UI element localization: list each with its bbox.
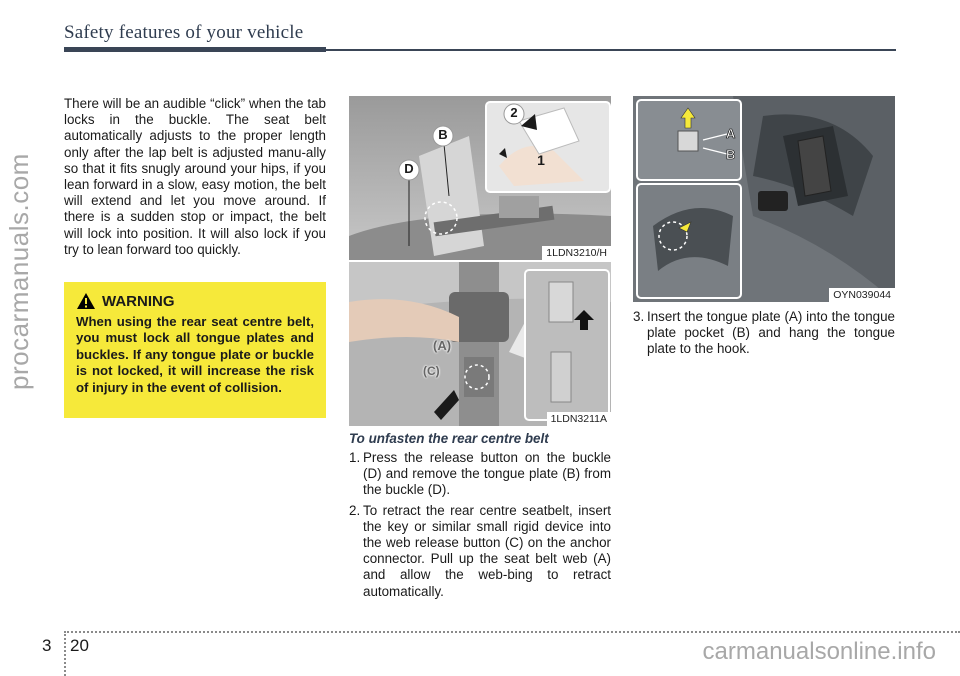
stow-steps-list <box>633 309 895 362</box>
figure-label-1: 1 <box>537 152 545 168</box>
step-number: 1. <box>349 450 361 465</box>
side-watermark-text: procarmanuals.com <box>4 153 34 390</box>
warning-box <box>64 282 326 418</box>
step-number: 3. <box>633 309 645 324</box>
figure-caption: 1LDN3210/H <box>542 246 611 260</box>
page-number: 20 <box>70 636 89 655</box>
figure-tongue-plate-illustration <box>633 96 895 302</box>
unfasten-steps-list <box>349 450 611 604</box>
warning-header <box>76 292 314 310</box>
figure-tongue-plate-pocket <box>633 96 895 302</box>
figure-label-b: B <box>438 127 448 142</box>
list-item <box>349 503 611 600</box>
figure-caption: 1LDN3211A <box>547 412 611 426</box>
step-text: Insert the tongue plate (A) into the tongue plate pocket (B) and hang the tongue plate to the hook. <box>647 309 895 357</box>
figure-web-release <box>349 262 611 426</box>
section-subheading: To unfasten the rear centre belt <box>349 431 549 446</box>
side-watermark <box>4 150 44 390</box>
header-rule-thick <box>64 47 326 52</box>
figure-caption: OYN039044 <box>829 288 895 302</box>
warning-text: When using the rear seat centre belt, you must lock all tongue plates and buckles. If any tongue plate or buckle is not locked, it will increase the risk of injury in the event of collision. <box>76 314 314 395</box>
step-text: Press the release button on the buckle (D) and remove the tongue plate (B) from the buckle (D). <box>363 450 611 498</box>
figure-label-b: B <box>726 147 736 162</box>
header-rule-thin <box>326 49 896 51</box>
step-number: 2. <box>349 502 361 518</box>
bottom-watermark: carmanualsonline.info <box>702 638 936 665</box>
figure-web-release-illustration <box>349 262 611 426</box>
figure-label-c: (C) <box>423 364 440 378</box>
warning-title: WARNING <box>102 292 175 310</box>
footer-divider <box>64 631 66 676</box>
figure-buckle-release-illustration <box>349 96 611 260</box>
list-item <box>633 309 895 358</box>
intro-paragraph: There will be an audible “click” when the tab locks in the buckle. The seat belt automatically adjusts to the proper length only after the lap belt is adjusted manu-ally so that it fits snugly around your hips, if you lean forward in a slow, easy motion, the belt will extend and let you move around. If there is a sudden stop or impact, the belt will lock into position. It will also lock if you try to lean forward too quickly. <box>64 96 326 257</box>
figure-label-d: D <box>404 161 414 176</box>
figure-label-2: 2 <box>510 105 518 120</box>
figure-label-a: (A) <box>433 338 452 353</box>
section-number: 3 <box>42 636 52 655</box>
page-header-title: Safety features of your vehicle <box>64 22 304 43</box>
list-item <box>349 450 611 499</box>
step-text: To retract the rear centre seatbelt, insert the key or similar small rigid device into the web release button (C) on the anchor connector. Pull up the seat belt web (A) and allow the web-bing to retract automatically. <box>363 502 611 599</box>
footer-rule <box>64 631 960 633</box>
warning-triangle-icon <box>76 292 96 310</box>
figure-buckle-release <box>349 96 611 260</box>
figure-label-a: A <box>726 126 736 141</box>
